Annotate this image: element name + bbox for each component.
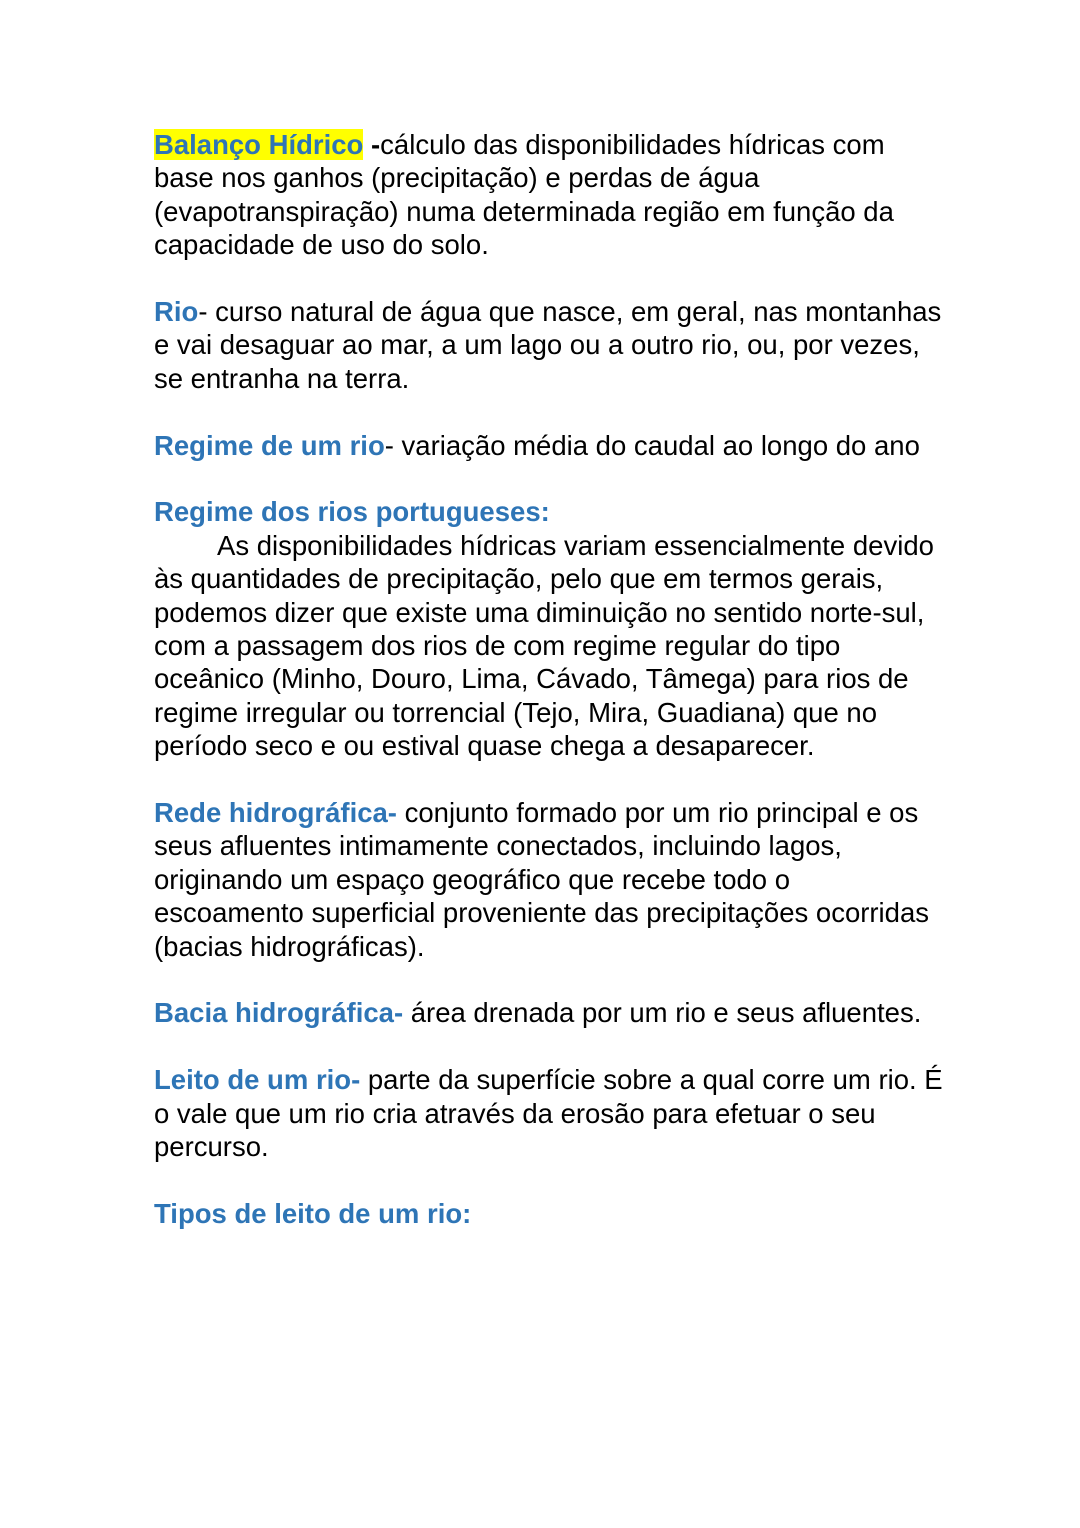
definition-regime-de-um-rio: variação média do caudal ao longo do ano	[393, 429, 920, 461]
term-rio: Rio	[154, 296, 199, 328]
paragraph-rio	[154, 295, 944, 395]
paragraph-rede-hidrografica	[154, 796, 944, 963]
term-separator: -	[363, 129, 381, 160]
term-rede-hidrografica: Rede hidrográfica-	[154, 797, 397, 829]
paragraph-bacia-hidrografica	[154, 996, 944, 1029]
heading-tipos-de-leito	[154, 1197, 944, 1230]
term-separator: -	[198, 296, 208, 328]
paragraph-regime-de-um-rio	[154, 429, 944, 462]
term-regime-de-um-rio: Regime de um rio	[154, 429, 385, 461]
term-separator: -	[384, 429, 394, 461]
section-regime-dos-rios-portugueses	[154, 495, 944, 762]
definition-leito-de-um-rio: parte da superfície sobre a qual corre um rio. É o vale que um rio cria através da erosão para efetuar o seu percurso.	[154, 1064, 943, 1163]
definition-rio: curso natural de água que nasce, em geral, nas montanhas e vai desaguar ao mar, a um lago ou a outro rio, ou, por vezes, se entranha na terra.	[154, 296, 942, 394]
paragraph-leito-de-um-rio	[154, 1063, 944, 1163]
term-bacia-hidrografica: Bacia hidrográfica-	[154, 997, 404, 1029]
document-page	[154, 128, 944, 1264]
section-text-regime-dos-rios: As disponibilidades hídricas variam essencialmente devido às quantidades de precipitação, pelo que em termos gerais, podemos dizer que existe uma diminuição no sentido norte-sul, com a passagem dos rios de com regime regular do tipo oceânico (Minho, Douro, Lima, Cávado, Tâmega) para rios de regime irregular ou torrencial (Tejo, Mira, Guadiana) que no período seco e ou estival quase chega a desaparecer.	[154, 529, 934, 762]
section-heading-regime-dos-rios: Regime dos rios portugueses:	[154, 496, 550, 528]
definition-bacia-hidrografica: área drenada por um rio e seus afluentes.	[403, 997, 922, 1029]
definition-rede-hidrografica: conjunto formado por um rio principal e os seus afluentes intimamente conectados, incluindo lagos, originando um espaço geográfico que recebe todo o escoamento superficial proveniente das precipitações ocorridas (bacias hidrográficas).	[154, 797, 930, 962]
term-leito-de-um-rio: Leito de um rio-	[154, 1064, 361, 1096]
term-tipos-de-leito: Tipos de leito de um rio:	[154, 1197, 472, 1229]
section-body-regime-dos-rios	[154, 529, 944, 763]
paragraph-balanco-hidrico	[154, 128, 944, 262]
term-balanco-hidrico: Balanço Hídrico	[154, 129, 364, 160]
definition-balanco-hidrico: cálculo das disponibilidades hídricas com base nos ganhos (precipitação) e perdas de água (evapotranspiração) numa determinada região em função da capacidade de uso do solo.	[154, 129, 894, 261]
